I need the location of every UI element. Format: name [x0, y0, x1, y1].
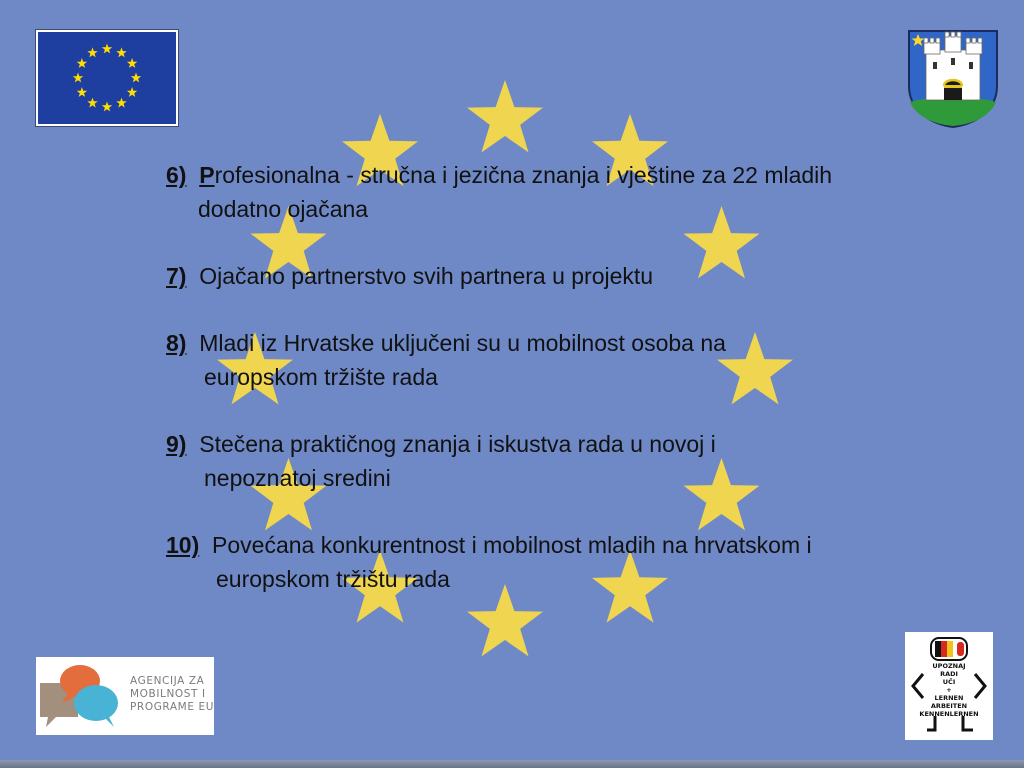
eu-flag-star [87, 98, 97, 108]
eu-flag-star [116, 47, 126, 57]
item-text: Stečena praktičnog znanja i iskustva rada u novoj i [199, 431, 716, 457]
eu-flag-star [73, 73, 83, 83]
eu-flag-icon [38, 32, 176, 124]
list-item [166, 528, 956, 596]
eu-flag-star [131, 73, 141, 83]
item-text: Mladi iz Hrvatske uključeni su u mobilnost osoba na [199, 330, 726, 356]
speech-bubbles-icon [38, 661, 124, 731]
list-item [166, 259, 956, 293]
item-number: 8) [166, 330, 187, 356]
eu-flag-star [102, 44, 112, 54]
background-star [467, 80, 543, 152]
bottom-strip [0, 760, 1024, 768]
list-item [166, 158, 956, 226]
project-logo-text: UPOZNAJ RADI UČI + LERNEN ARBEITEN KENNENLERNEN [919, 662, 979, 718]
item-number: 7) [166, 263, 187, 289]
agency-name: AGENCIJA ZA MOBILNOST I PROGRAME EU [130, 675, 214, 713]
eu-flag-star [77, 58, 87, 68]
eu-flag-star [127, 58, 137, 68]
item-text: Povećana konkurentnost i mobilnost mladih na hrvatskom i [212, 532, 812, 558]
eu-flag-star [77, 87, 87, 97]
zagreb-coat-of-arms [906, 28, 1000, 128]
item-continuation: dodatno ojačana [198, 196, 369, 222]
agency-logo [36, 657, 214, 735]
item-first-letter: P [199, 162, 215, 188]
eu-flag-logo [36, 30, 178, 126]
eu-flag-star [116, 98, 126, 108]
item-continuation: nepoznatoj sredini [204, 465, 391, 491]
slide-content [166, 158, 956, 629]
item-number: 6) [166, 162, 187, 188]
item-text: Ojačano partnerstvo svih partnera u projektu [199, 263, 654, 289]
item-continuation: europskom tržište rada [204, 364, 438, 390]
zagreb-coat-of-arms-icon [906, 28, 1000, 128]
project-logo [905, 632, 993, 740]
list-item [166, 427, 956, 495]
item-number: 9) [166, 431, 187, 457]
item-continuation: europskom tržištu rada [216, 566, 450, 592]
eu-flag-star [87, 47, 97, 57]
list-item [166, 326, 956, 394]
eu-flag-star [127, 87, 137, 97]
item-number: 10) [166, 532, 200, 558]
eu-flag-star [102, 102, 112, 112]
item-text: rofesionalna - stručna i jezična znanja i vještine za 22 mladih [214, 162, 833, 188]
